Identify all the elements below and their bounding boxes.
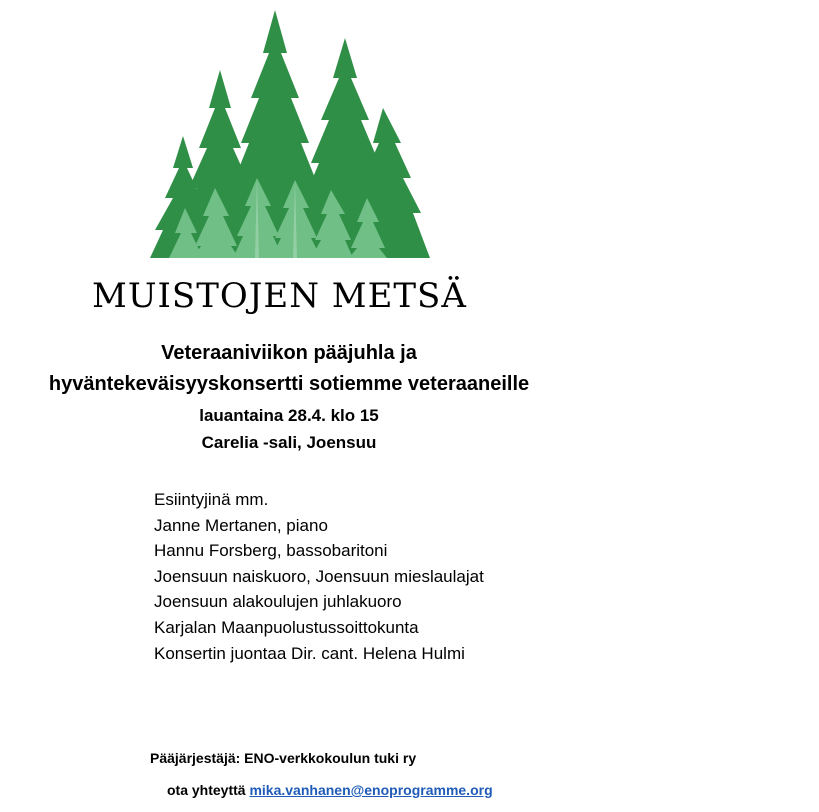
headline-line-1: Veteraaniviikon pääjuhla ja [161,342,417,364]
list-item: Konsertin juontaa Dir. cant. Helena Hulmi [154,643,465,663]
contact-prefix: ota yhteyttä [167,782,246,798]
list-item: Joensuun naiskuoro, Joensuun mieslaulajat [154,566,484,586]
list-item: Janne Mertanen, piano [154,515,328,535]
headline-line-2: hyväntekeväisyyskonsertti sotiemme veteraaneille [48,373,530,395]
poster-title: MUISTOJEN METSÄ [92,276,467,316]
event-venue: Carelia -sali, Joensuu [201,433,377,452]
contact-email-link[interactable]: mika.vanhanen@enoprogramme.org [249,782,493,798]
organizer-text: Pääjärjestäjä: ENO-verkkokoulun tuki ry [150,750,417,766]
event-date: lauantaina 28.4. klo 15 [199,406,379,425]
list-item: Karjalan Maanpuolustussoittokunta [154,617,419,637]
list-item: Hannu Forsberg, bassobaritoni [154,541,388,561]
forest-icon [145,8,435,260]
contact-line [167,782,493,798]
performer-list [154,487,484,666]
list-item: Esiintyjinä mm. [154,490,269,509]
list-item: Joensuun alakoulujen juhlakuoro [154,592,402,612]
